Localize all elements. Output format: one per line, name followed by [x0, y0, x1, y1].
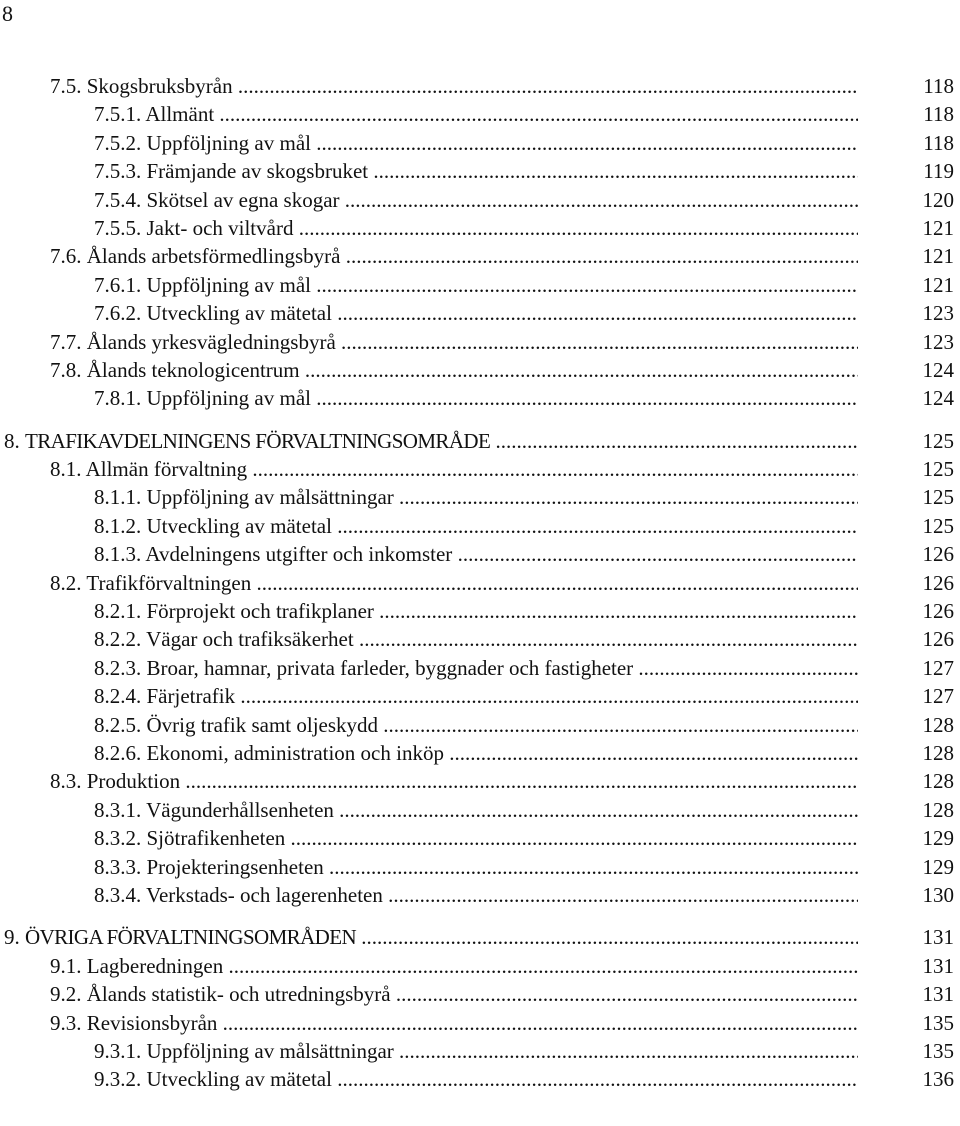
toc-entry-page-number: 121 — [922, 244, 954, 269]
toc-entry-number: 9. — [4, 925, 20, 950]
toc-entry-title: Uppföljning av mål — [146, 272, 311, 297]
toc-entry-text — [94, 157, 858, 185]
toc-entry-page-number: 119 — [923, 159, 954, 184]
toc-entry-page-number: 125 — [922, 513, 954, 538]
toc-entry-text — [94, 1037, 858, 1065]
toc-entry — [0, 157, 960, 185]
toc-entry-title: Projekteringsenheten — [146, 854, 324, 879]
toc-entry — [0, 427, 960, 455]
toc-entry-number: 9.1. — [50, 953, 82, 978]
toc-entry — [0, 328, 960, 356]
toc-entry-title: Uppföljning av mål — [146, 386, 311, 411]
toc-entry — [0, 455, 960, 483]
toc-entry-number: 8.2. — [50, 570, 82, 595]
toc-entry-title: ÖVRIGA FÖRVALTNINGSOMRÅDEN — [25, 925, 357, 950]
toc-entry-text — [94, 129, 858, 157]
toc-entry-number: 8.2.4. — [94, 684, 142, 709]
toc-entry — [0, 299, 960, 327]
toc-entry-number: 7.5.5. — [94, 215, 142, 240]
toc-entry-title: Ålands arbetsförmedlingsbyrå — [86, 244, 341, 269]
toc-entry-number: 7.5.4. — [94, 187, 142, 212]
toc-entry-page-number: 118 — [923, 102, 954, 127]
toc-entry-number: 7.7. — [50, 329, 82, 354]
toc-entry — [0, 682, 960, 710]
toc-entry-page-number: 124 — [922, 357, 954, 382]
toc-entry-page-number: 135 — [922, 1010, 954, 1035]
toc-entry — [0, 824, 960, 852]
toc-entry-page-number: 126 — [922, 627, 954, 652]
toc-entry-number: 8.1.1. — [94, 485, 142, 510]
toc-entry-number: 8.3.2. — [94, 826, 142, 851]
toc-entry-title: Vägunderhållsenheten — [146, 797, 334, 822]
toc-entry-title: Utveckling av mätetal — [146, 301, 332, 326]
toc-entry-text — [94, 483, 858, 511]
toc-entry — [0, 739, 960, 767]
page-number: 8 — [2, 1, 13, 26]
toc-entry-text — [94, 214, 858, 242]
toc-entry-number: 8.3.4. — [94, 882, 142, 907]
toc-entry — [0, 512, 960, 540]
toc-entry — [0, 271, 960, 299]
table-of-contents — [0, 72, 960, 1094]
toc-entry-title: Ålands teknologicentrum — [86, 357, 300, 382]
toc-entry-text — [94, 796, 858, 824]
toc-entry-page-number: 127 — [922, 655, 954, 680]
toc-entry — [0, 1037, 960, 1065]
toc-entry-number: 8.1.3. — [94, 542, 142, 567]
toc-entry-text — [94, 625, 858, 653]
toc-entry — [0, 72, 960, 100]
toc-entry-title: Trafikförvaltningen — [86, 570, 252, 595]
toc-entry-page-number: 125 — [922, 485, 954, 510]
toc-entry-page-number: 126 — [922, 542, 954, 567]
toc-entry-text — [94, 853, 858, 881]
toc-entry-title: Förprojekt och trafikplaner — [146, 599, 374, 624]
toc-entry-number: 8.3.3. — [94, 854, 142, 879]
toc-entry-text — [94, 597, 858, 625]
toc-entry-number: 8.3. — [50, 769, 82, 794]
toc-entry-title: Skogsbruksbyrån — [86, 74, 233, 98]
toc-entry-page-number: 128 — [922, 712, 954, 737]
toc-entry-number: 7.8. — [50, 357, 82, 382]
toc-entry — [0, 853, 960, 881]
toc-entry-page-number: 123 — [922, 301, 954, 326]
toc-entry-page-number: 128 — [922, 769, 954, 794]
toc-entry-title: Utveckling av mätetal — [146, 513, 332, 538]
toc-entry-number: 8.2.2. — [94, 627, 142, 652]
toc-entry-text — [94, 512, 858, 540]
toc-entry-number: 9.3.2. — [94, 1067, 142, 1092]
toc-entry-page-number: 128 — [922, 797, 954, 822]
toc-entry-text — [94, 186, 858, 214]
toc-entry — [0, 214, 960, 242]
toc-entry — [0, 242, 960, 270]
toc-entry-title: Revisionsbyrån — [86, 1010, 218, 1035]
toc-entry-title: Allmän förvaltning — [85, 457, 248, 482]
toc-entry-text — [94, 739, 858, 767]
toc-entry-number: 7.8.1. — [94, 386, 142, 411]
toc-entry-page-number: 124 — [922, 386, 954, 411]
toc-entry-number: 8. — [4, 428, 20, 453]
toc-entry-title: Utveckling av mätetal — [146, 1067, 332, 1092]
toc-entry-title: Uppföljning av målsättningar — [146, 485, 394, 510]
toc-entry — [0, 1009, 960, 1037]
toc-entry-number: 7.5.1. — [94, 102, 142, 127]
toc-entry — [0, 980, 960, 1008]
toc-entry — [0, 923, 960, 951]
toc-entry-text — [50, 569, 858, 597]
toc-entry-number: 8.1.2. — [94, 513, 142, 538]
toc-entry-text — [50, 242, 858, 270]
toc-entry-text — [50, 72, 858, 100]
toc-entry-number: 8.1. — [50, 457, 82, 482]
toc-entry — [0, 129, 960, 157]
toc-entry-page-number: 135 — [922, 1038, 954, 1063]
toc-entry-text — [50, 328, 858, 356]
toc-entry-page-number: 128 — [922, 740, 954, 765]
toc-entry-number: 8.3.1. — [94, 797, 142, 822]
toc-entry — [0, 384, 960, 412]
toc-entry-title: Jakt- och viltvård — [146, 215, 294, 240]
toc-entry-title: Ålands yrkesvägledningsbyrå — [86, 329, 336, 354]
toc-entry-title: Skötsel av egna skogar — [146, 187, 340, 212]
toc-entry — [0, 796, 960, 824]
toc-entry-page-number: 126 — [922, 599, 954, 624]
toc-entry-page-number: 118 — [923, 74, 954, 98]
toc-entry-page-number: 136 — [922, 1067, 954, 1092]
toc-entry-number: 7.5.3. — [94, 159, 142, 184]
toc-entry-text — [50, 767, 858, 795]
toc-entry — [0, 1065, 960, 1093]
toc-entry-title: Lagberedningen — [86, 953, 224, 978]
toc-entry-title: Främjande av skogsbruket — [146, 159, 369, 184]
toc-entry-title: Avdelningens utgifter och inkomster — [145, 542, 453, 567]
toc-entry — [0, 881, 960, 909]
toc-entry-page-number: 129 — [922, 854, 954, 879]
toc-entry — [0, 100, 960, 128]
toc-entry-number: 8.2.6. — [94, 740, 142, 765]
toc-entry-page-number: 131 — [922, 925, 954, 950]
toc-entry-text — [50, 980, 858, 1008]
toc-entry-title: Uppföljning av målsättningar — [146, 1038, 394, 1063]
toc-entry — [0, 654, 960, 682]
toc-entry-title: Färjetrafik — [146, 684, 236, 709]
toc-entry-number: 7.5.2. — [94, 130, 142, 155]
toc-entry-text — [94, 711, 858, 739]
toc-entry-title: Ålands statistik- och utredningsbyrå — [86, 982, 391, 1007]
toc-entry-number: 9.3.1. — [94, 1038, 142, 1063]
toc-entry-text — [50, 455, 858, 483]
toc-entry-number: 7.6. — [50, 244, 82, 269]
toc-entry-title: Övrig trafik samt oljeskydd — [146, 712, 379, 737]
toc-entry-number: 7.6.1. — [94, 272, 142, 297]
toc-entry-page-number: 125 — [922, 428, 954, 453]
toc-entry-page-number: 123 — [922, 329, 954, 354]
toc-entry-title: TRAFIKAVDELNINGENS FÖRVALTNINGSOMRÅDE — [25, 428, 491, 453]
toc-entry-page-number: 127 — [922, 684, 954, 709]
toc-entry-page-number: 129 — [922, 826, 954, 851]
toc-entry-page-number: 121 — [922, 215, 954, 240]
toc-entry-text — [94, 654, 858, 682]
toc-entry — [0, 597, 960, 625]
toc-entry-text — [94, 299, 858, 327]
toc-entry-page-number: 130 — [922, 882, 954, 907]
toc-entry — [0, 540, 960, 568]
toc-entry — [0, 569, 960, 597]
toc-entry — [0, 186, 960, 214]
toc-entry-text — [94, 540, 858, 568]
toc-entry-text — [94, 1065, 858, 1093]
toc-entry-page-number: 125 — [922, 457, 954, 482]
toc-entry-text — [94, 824, 858, 852]
toc-entry-text — [94, 384, 858, 412]
toc-entry-title: Vägar och trafiksäkerhet — [146, 627, 354, 652]
toc-entry-page-number: 131 — [922, 982, 954, 1007]
toc-entry-text — [94, 271, 858, 299]
toc-entry-page-number: 121 — [922, 272, 954, 297]
toc-entry-text — [50, 952, 858, 980]
toc-entry — [0, 952, 960, 980]
toc-entry-page-number: 118 — [923, 130, 954, 155]
toc-entry-text — [94, 682, 858, 710]
toc-entry-title: Broar, hamnar, privata farleder, byggnader och fastigheter — [146, 655, 634, 680]
toc-entry-text — [94, 881, 858, 909]
toc-entry-page-number: 131 — [922, 953, 954, 978]
toc-entry-title: Uppföljning av mål — [146, 130, 311, 155]
toc-entry — [0, 767, 960, 795]
toc-entry-page-number: 126 — [922, 570, 954, 595]
toc-entry — [0, 625, 960, 653]
toc-entry-title: Ekonomi, administration och inköp — [146, 740, 444, 765]
toc-entry-title: Allmänt — [145, 102, 215, 127]
toc-entry-title: Produktion — [86, 769, 181, 794]
toc-entry — [0, 483, 960, 511]
toc-entry-number: 7.5. — [50, 74, 82, 98]
toc-entry-text — [4, 923, 858, 951]
toc-entry — [0, 356, 960, 384]
toc-entry-title: Sjötrafikenheten — [146, 826, 286, 851]
toc-entry-title: Verkstads- och lagerenheten — [146, 882, 383, 907]
toc-entry-number: 8.2.1. — [94, 599, 142, 624]
toc-entry-number: 9.3. — [50, 1010, 82, 1035]
toc-entry-text — [50, 356, 858, 384]
toc-entry-page-number: 120 — [922, 187, 954, 212]
toc-entry-number: 9.2. — [50, 982, 82, 1007]
toc-entry-number: 8.2.3. — [94, 655, 142, 680]
toc-entry-number: 8.2.5. — [94, 712, 142, 737]
toc-entry-text — [50, 1009, 858, 1037]
toc-entry-number: 7.6.2. — [94, 301, 142, 326]
toc-entry-text — [4, 427, 858, 455]
toc-entry-text — [94, 100, 858, 128]
toc-entry — [0, 711, 960, 739]
